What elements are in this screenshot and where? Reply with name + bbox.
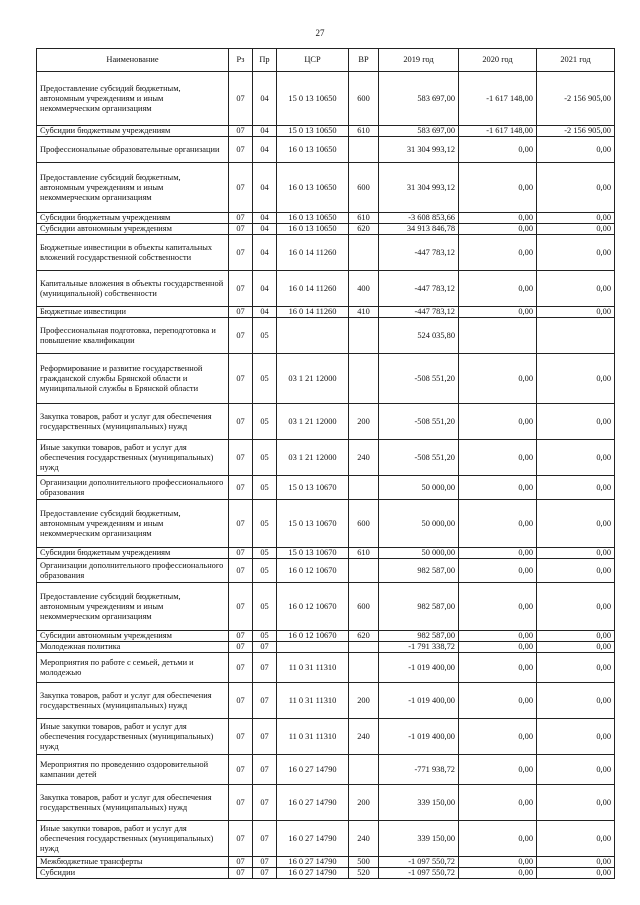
table-row: [37, 548, 615, 559]
cell-name: Организации дополнительного профессионального образования: [37, 476, 229, 500]
cell-vr: [349, 137, 379, 163]
cell-vr: [349, 642, 379, 653]
cell-pr: 04: [253, 213, 277, 224]
cell-name: Организации дополнительного профессионального образования: [37, 559, 229, 583]
cell-vr: 240: [349, 719, 379, 755]
cell-2019: -1 791 338,72: [379, 642, 459, 653]
cell-2019: 524 035,80: [379, 318, 459, 354]
cell-rz: 07: [229, 683, 253, 719]
cell-2019: -508 551,20: [379, 404, 459, 440]
cell-rz: 07: [229, 404, 253, 440]
cell-2019: -1 097 550,72: [379, 857, 459, 868]
col-header-rz: Рз: [229, 49, 253, 72]
cell-rz: 07: [229, 785, 253, 821]
cell-name: Закупка товаров, работ и услуг для обеспечения государственных (муниципальных) нужд: [37, 404, 229, 440]
cell-2020: 0,00: [459, 631, 537, 642]
cell-rz: 07: [229, 653, 253, 683]
table-row: [37, 559, 615, 583]
cell-2021: 0,00: [537, 235, 615, 271]
cell-csr: 03 1 21 12000: [277, 354, 349, 404]
cell-csr: 16 0 13 10650: [277, 163, 349, 213]
cell-2020: 0,00: [459, 500, 537, 548]
cell-2019: 982 587,00: [379, 583, 459, 631]
cell-pr: 05: [253, 318, 277, 354]
col-header-2020: 2020 год: [459, 49, 537, 72]
cell-name: Реформирование и развитие государственной гражданской службы Брянской области и муниципальной службы в Брянской области: [37, 354, 229, 404]
cell-vr: 620: [349, 224, 379, 235]
cell-name: Мероприятия по проведению оздоровительной кампании детей: [37, 755, 229, 785]
cell-name: Иные закупки товаров, работ и услуг для обеспечения государственных (муниципальных) нужд: [37, 821, 229, 857]
cell-vr: [349, 755, 379, 785]
cell-csr: 16 0 27 14790: [277, 857, 349, 868]
cell-rz: 07: [229, 235, 253, 271]
table-row: [37, 235, 615, 271]
cell-pr: 04: [253, 72, 277, 126]
cell-vr: [349, 476, 379, 500]
col-header-2019: 2019 год: [379, 49, 459, 72]
page-number: 27: [315, 28, 325, 38]
cell-vr: 200: [349, 404, 379, 440]
cell-2021: 0,00: [537, 476, 615, 500]
cell-2020: 0,00: [459, 653, 537, 683]
cell-rz: 07: [229, 137, 253, 163]
table-row: [37, 868, 615, 879]
cell-2020: 0,00: [459, 404, 537, 440]
cell-2019: 583 697,00: [379, 126, 459, 137]
cell-pr: 04: [253, 271, 277, 307]
cell-name: Предоставление субсидий бюджетным, автономным учреждениям и иным некоммерческим организациям: [37, 500, 229, 548]
cell-csr: 16 0 14 11260: [277, 235, 349, 271]
table-body: [37, 72, 615, 879]
cell-2020: -1 617 148,00: [459, 126, 537, 137]
cell-vr: [349, 354, 379, 404]
cell-2019: -508 551,20: [379, 354, 459, 404]
cell-pr: 07: [253, 642, 277, 653]
cell-name: Иные закупки товаров, работ и услуг для обеспечения государственных (муниципальных) нужд: [37, 440, 229, 476]
cell-2020: 0,00: [459, 163, 537, 213]
cell-2019: -447 783,12: [379, 235, 459, 271]
cell-2019: -1 019 400,00: [379, 719, 459, 755]
cell-pr: 05: [253, 404, 277, 440]
cell-vr: 620: [349, 631, 379, 642]
cell-2021: 0,00: [537, 631, 615, 642]
cell-pr: 07: [253, 857, 277, 868]
cell-rz: 07: [229, 163, 253, 213]
cell-csr: 15 0 13 10670: [277, 476, 349, 500]
cell-vr: 600: [349, 583, 379, 631]
cell-2020: 0,00: [459, 719, 537, 755]
cell-2020: 0,00: [459, 213, 537, 224]
table-header-row: [37, 49, 615, 72]
table-row: [37, 821, 615, 857]
cell-rz: 07: [229, 559, 253, 583]
cell-pr: 07: [253, 868, 277, 879]
cell-vr: 240: [349, 440, 379, 476]
cell-name: Профессиональная подготовка, переподготовка и повышение квалификации: [37, 318, 229, 354]
cell-name: Молодежная политика: [37, 642, 229, 653]
cell-2021: 0,00: [537, 213, 615, 224]
cell-2021: 0,00: [537, 559, 615, 583]
cell-2020: 0,00: [459, 583, 537, 631]
cell-2021: 0,00: [537, 224, 615, 235]
cell-2019: 34 913 846,78: [379, 224, 459, 235]
table-row: [37, 271, 615, 307]
cell-2019: 583 697,00: [379, 72, 459, 126]
cell-rz: 07: [229, 126, 253, 137]
cell-pr: 05: [253, 583, 277, 631]
cell-pr: 05: [253, 548, 277, 559]
cell-rz: 07: [229, 631, 253, 642]
cell-2021: 0,00: [537, 163, 615, 213]
cell-name: Межбюджетные трансферты: [37, 857, 229, 868]
cell-2020: -1 617 148,00: [459, 72, 537, 126]
cell-csr: 16 0 13 10650: [277, 213, 349, 224]
cell-csr: 11 0 31 11310: [277, 683, 349, 719]
col-header-name: Наименование: [37, 49, 229, 72]
cell-2021: 0,00: [537, 683, 615, 719]
cell-vr: 500: [349, 857, 379, 868]
cell-2021: 0,00: [537, 857, 615, 868]
cell-2021: 0,00: [537, 868, 615, 879]
cell-2021: 0,00: [537, 354, 615, 404]
table-row: [37, 857, 615, 868]
cell-vr: [349, 653, 379, 683]
cell-2020: 0,00: [459, 137, 537, 163]
cell-rz: 07: [229, 72, 253, 126]
cell-vr: 610: [349, 213, 379, 224]
cell-pr: 05: [253, 500, 277, 548]
cell-2020: 0,00: [459, 857, 537, 868]
cell-csr: 16 0 14 11260: [277, 307, 349, 318]
cell-pr: 07: [253, 719, 277, 755]
cell-2021: 0,00: [537, 500, 615, 548]
budget-table: [36, 48, 615, 879]
cell-2019: -771 938,72: [379, 755, 459, 785]
cell-name: Бюджетные инвестиции в объекты капитальных вложений государственной собственности: [37, 235, 229, 271]
table-row: [37, 642, 615, 653]
cell-pr: 07: [253, 653, 277, 683]
cell-csr: 15 0 13 10670: [277, 500, 349, 548]
cell-vr: [349, 318, 379, 354]
cell-name: Предоставление субсидий бюджетным, автономным учреждениям и иным некоммерческим организациям: [37, 163, 229, 213]
cell-csr: [277, 318, 349, 354]
cell-2019: 50 000,00: [379, 476, 459, 500]
cell-2021: 0,00: [537, 583, 615, 631]
cell-vr: [349, 235, 379, 271]
cell-name: Бюджетные инвестиции: [37, 307, 229, 318]
cell-name: Субсидии бюджетным учреждениям: [37, 213, 229, 224]
cell-2019: 31 304 993,12: [379, 163, 459, 213]
cell-csr: 16 0 12 10670: [277, 559, 349, 583]
cell-csr: 03 1 21 12000: [277, 440, 349, 476]
cell-pr: 04: [253, 137, 277, 163]
cell-csr: 16 0 27 14790: [277, 755, 349, 785]
table-row: [37, 213, 615, 224]
cell-rz: 07: [229, 642, 253, 653]
cell-name: Предоставление субсидий бюджетным, автономным учреждениям и иным некоммерческим организациям: [37, 583, 229, 631]
cell-2019: 339 150,00: [379, 785, 459, 821]
cell-csr: 16 0 13 10650: [277, 137, 349, 163]
table-row: [37, 500, 615, 548]
table-row: [37, 785, 615, 821]
cell-2019: 31 304 993,12: [379, 137, 459, 163]
cell-name: Субсидии автономным учреждениям: [37, 631, 229, 642]
cell-2021: 0,00: [537, 548, 615, 559]
cell-name: Профессиональные образовательные организации: [37, 137, 229, 163]
cell-2019: 982 587,00: [379, 631, 459, 642]
cell-csr: 16 0 13 10650: [277, 224, 349, 235]
table-row: [37, 163, 615, 213]
cell-2020: 0,00: [459, 785, 537, 821]
cell-name: Субсидии бюджетным учреждениям: [37, 126, 229, 137]
cell-2020: 0,00: [459, 440, 537, 476]
cell-name: Субсидии бюджетным учреждениям: [37, 548, 229, 559]
cell-2021: 0,00: [537, 440, 615, 476]
cell-name: Закупка товаров, работ и услуг для обеспечения государственных (муниципальных) нужд: [37, 683, 229, 719]
cell-2021: 0,00: [537, 137, 615, 163]
cell-2021: 0,00: [537, 271, 615, 307]
cell-rz: 07: [229, 307, 253, 318]
cell-pr: 04: [253, 235, 277, 271]
cell-2019: -447 783,12: [379, 271, 459, 307]
cell-2020: 0,00: [459, 868, 537, 879]
cell-csr: 16 0 27 14790: [277, 785, 349, 821]
cell-2020: 0,00: [459, 683, 537, 719]
table-row: [37, 683, 615, 719]
cell-2021: 0,00: [537, 307, 615, 318]
cell-pr: 04: [253, 163, 277, 213]
cell-2019: 339 150,00: [379, 821, 459, 857]
cell-rz: 07: [229, 868, 253, 879]
cell-2019: -1 097 550,72: [379, 868, 459, 879]
cell-vr: 200: [349, 683, 379, 719]
cell-csr: 16 0 27 14790: [277, 868, 349, 879]
cell-pr: 04: [253, 307, 277, 318]
cell-pr: 07: [253, 755, 277, 785]
col-header-pr: Пр: [253, 49, 277, 72]
cell-2021: -2 156 905,00: [537, 126, 615, 137]
cell-2021: 0,00: [537, 404, 615, 440]
cell-2021: 0,00: [537, 653, 615, 683]
cell-rz: 07: [229, 271, 253, 307]
cell-name: Предоставление субсидий бюджетным, автономным учреждениям и иным некоммерческим организациям: [37, 72, 229, 126]
cell-pr: 04: [253, 224, 277, 235]
cell-csr: 16 0 12 10670: [277, 583, 349, 631]
cell-vr: 200: [349, 785, 379, 821]
cell-csr: 16 0 14 11260: [277, 271, 349, 307]
cell-2019: -1 019 400,00: [379, 683, 459, 719]
table-row: [37, 404, 615, 440]
cell-csr: 16 0 27 14790: [277, 821, 349, 857]
table-row: [37, 318, 615, 354]
cell-pr: 05: [253, 559, 277, 583]
table-row: [37, 755, 615, 785]
cell-pr: 04: [253, 126, 277, 137]
cell-rz: 07: [229, 548, 253, 559]
cell-name: Капитальные вложения в объекты государственной (муниципальной) собственности: [37, 271, 229, 307]
cell-2019: -447 783,12: [379, 307, 459, 318]
cell-2020: 0,00: [459, 476, 537, 500]
cell-csr: 15 0 13 10650: [277, 126, 349, 137]
cell-2021: 0,00: [537, 821, 615, 857]
cell-csr: 15 0 13 10650: [277, 72, 349, 126]
cell-pr: 07: [253, 785, 277, 821]
cell-pr: 05: [253, 476, 277, 500]
cell-2021: 0,00: [537, 755, 615, 785]
cell-rz: 07: [229, 821, 253, 857]
cell-vr: 240: [349, 821, 379, 857]
cell-csr: 15 0 13 10670: [277, 548, 349, 559]
cell-vr: 610: [349, 548, 379, 559]
cell-rz: 07: [229, 213, 253, 224]
cell-2019: 982 587,00: [379, 559, 459, 583]
table-row: [37, 307, 615, 318]
cell-name: Мероприятия по работе с семьей, детьми и молодежью: [37, 653, 229, 683]
cell-csr: 11 0 31 11310: [277, 719, 349, 755]
table-row: [37, 224, 615, 235]
cell-vr: 600: [349, 500, 379, 548]
cell-2020: 0,00: [459, 559, 537, 583]
col-header-2021: 2021 год: [537, 49, 615, 72]
cell-2021: -2 156 905,00: [537, 72, 615, 126]
cell-2020: 0,00: [459, 821, 537, 857]
cell-vr: [349, 559, 379, 583]
table-row: [37, 583, 615, 631]
cell-pr: 07: [253, 683, 277, 719]
cell-2020: 0,00: [459, 224, 537, 235]
cell-csr: 11 0 31 11310: [277, 653, 349, 683]
cell-2020: 0,00: [459, 307, 537, 318]
table-row: [37, 440, 615, 476]
cell-csr: 16 0 12 10670: [277, 631, 349, 642]
table-row: [37, 476, 615, 500]
cell-2020: 0,00: [459, 271, 537, 307]
cell-2019: -3 608 853,66: [379, 213, 459, 224]
table-row: [37, 719, 615, 755]
cell-rz: 07: [229, 224, 253, 235]
table-row: [37, 72, 615, 126]
cell-2020: [459, 318, 537, 354]
cell-2019: 50 000,00: [379, 548, 459, 559]
cell-rz: 07: [229, 755, 253, 785]
cell-name: Иные закупки товаров, работ и услуг для обеспечения государственных (муниципальных) нужд: [37, 719, 229, 755]
cell-pr: 05: [253, 631, 277, 642]
cell-vr: 400: [349, 271, 379, 307]
cell-csr: [277, 642, 349, 653]
cell-csr: 03 1 21 12000: [277, 404, 349, 440]
cell-name: Субсидии: [37, 868, 229, 879]
cell-pr: 05: [253, 440, 277, 476]
cell-vr: 410: [349, 307, 379, 318]
cell-vr: 600: [349, 72, 379, 126]
cell-2021: 0,00: [537, 785, 615, 821]
cell-2021: 0,00: [537, 719, 615, 755]
col-header-vr: ВР: [349, 49, 379, 72]
cell-rz: 07: [229, 440, 253, 476]
cell-rz: 07: [229, 857, 253, 868]
table-row: [37, 126, 615, 137]
cell-2019: -1 019 400,00: [379, 653, 459, 683]
cell-2020: 0,00: [459, 642, 537, 653]
table-row: [37, 137, 615, 163]
cell-pr: 07: [253, 821, 277, 857]
cell-2020: 0,00: [459, 354, 537, 404]
cell-rz: 07: [229, 476, 253, 500]
cell-rz: 07: [229, 318, 253, 354]
cell-vr: 610: [349, 126, 379, 137]
cell-pr: 05: [253, 354, 277, 404]
table-row: [37, 653, 615, 683]
cell-2019: 50 000,00: [379, 500, 459, 548]
cell-2020: 0,00: [459, 235, 537, 271]
table-row: [37, 631, 615, 642]
cell-2021: 0,00: [537, 642, 615, 653]
table-row: [37, 354, 615, 404]
cell-2021: [537, 318, 615, 354]
cell-vr: 520: [349, 868, 379, 879]
cell-2020: 0,00: [459, 548, 537, 559]
cell-2020: 0,00: [459, 755, 537, 785]
col-header-csr: ЦСР: [277, 49, 349, 72]
cell-name: Закупка товаров, работ и услуг для обеспечения государственных (муниципальных) нужд: [37, 785, 229, 821]
cell-rz: 07: [229, 719, 253, 755]
cell-rz: 07: [229, 500, 253, 548]
cell-vr: 600: [349, 163, 379, 213]
cell-rz: 07: [229, 354, 253, 404]
cell-2019: -508 551,20: [379, 440, 459, 476]
cell-name: Субсидии автономным учреждениям: [37, 224, 229, 235]
cell-rz: 07: [229, 583, 253, 631]
